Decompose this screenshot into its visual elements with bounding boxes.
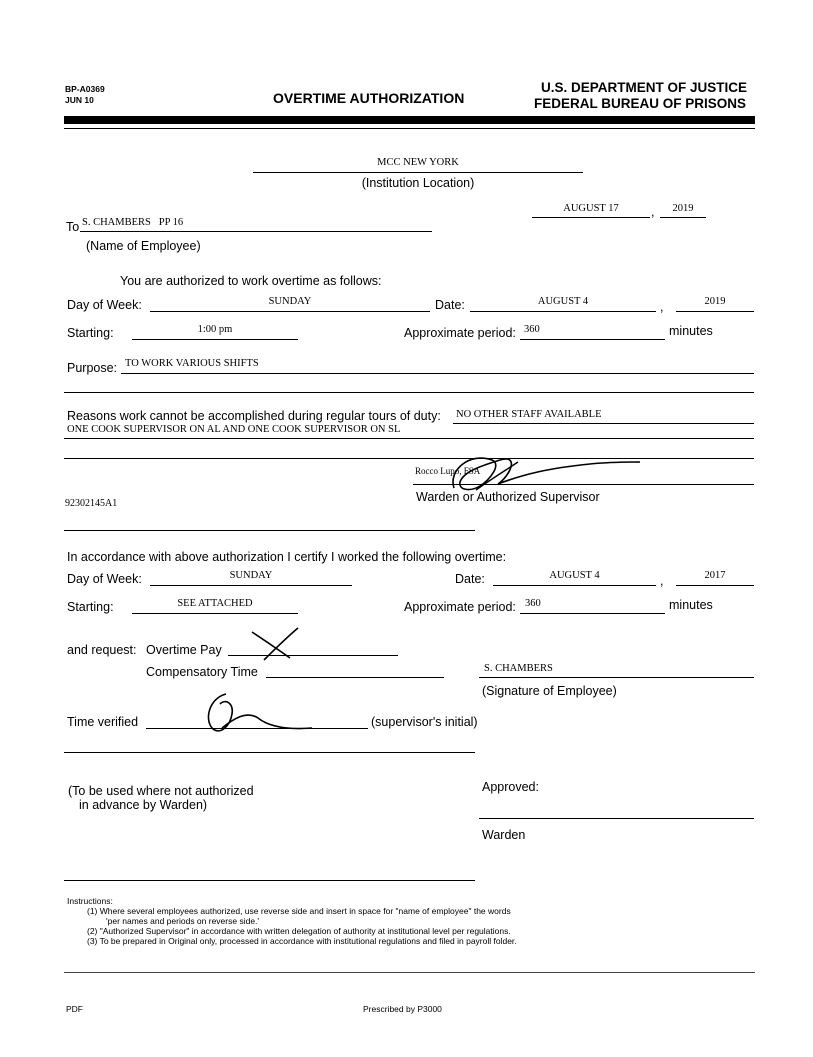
cert-starting-line <box>132 613 298 614</box>
footer-center: Prescribed by P3000 <box>363 1004 442 1014</box>
form-date: JUN 10 <box>65 95 94 105</box>
cert-day-line <box>150 585 352 586</box>
reg-number: 92302145A1 <box>65 498 118 509</box>
form-title: OVERTIME AUTHORIZATION <box>273 90 465 106</box>
footer-left: PDF <box>66 1004 83 1014</box>
date-comma: , <box>651 205 655 219</box>
purpose-value: TO WORK VARIOUS SHIFTS <box>125 358 259 369</box>
instruction-3: (3) To be prepared in Original only, processed in accordance with institutional regulations and filed in payroll folder. <box>87 936 517 946</box>
instruction-1-line-2: 'per names and periods on reverse side.' <box>106 916 260 926</box>
time-verified-line-2 <box>64 752 475 753</box>
approval-note-line-1: (To be used where not authorized <box>68 784 254 798</box>
employee-name-label: (Name of Employee) <box>86 239 201 253</box>
cert-period-line <box>520 613 665 614</box>
certification-intro: In accordance with above authorization I certify I worked the following overtime: <box>67 550 507 564</box>
cert-starting-label: Starting: <box>67 600 114 614</box>
supervisor-initial-label: (supervisor's initial) <box>371 715 478 729</box>
approved-line <box>479 818 754 819</box>
date-comma: , <box>660 300 664 314</box>
employee-signature-line <box>479 677 754 678</box>
authorizer-printed-name: Rocco Lupo, FSA <box>415 466 481 476</box>
cert-year-line <box>676 585 754 586</box>
year-value: 2019 <box>704 296 726 307</box>
reasons-label: Reasons work cannot be accomplished during regular tours of duty: <box>67 409 441 423</box>
cert-year-value: 2017 <box>704 570 726 581</box>
comp-time-line <box>266 677 444 678</box>
instructions-heading: Instructions: <box>67 896 113 906</box>
authorizer-label: Warden or Authorized Supervisor <box>416 490 600 504</box>
cert-period-value: 360 <box>525 598 541 609</box>
reg-number-line <box>64 530 475 531</box>
day-of-week-value: SUNDAY <box>268 296 312 307</box>
bureau-name: FEDERAL BUREAU OF PRISONS <box>534 96 747 111</box>
purpose-line-2 <box>64 392 754 393</box>
request-label: and request: <box>67 643 137 657</box>
starting-value: 1:00 pm <box>197 324 233 335</box>
purpose-label: Purpose: <box>67 361 118 375</box>
institution-label: (Institution Location) <box>361 176 475 190</box>
department-name: U.S. DEPARTMENT OF JUSTICE <box>541 80 748 95</box>
year-line <box>676 311 754 312</box>
institution-line <box>253 172 583 173</box>
institution-value: MCC NEW YORK <box>377 157 459 168</box>
reasons-value-1: NO OTHER STAFF AVAILABLE <box>456 409 602 420</box>
issue-date-line <box>532 217 650 218</box>
overtime-pay-check-mark <box>246 626 306 662</box>
approval-note-line-2: in advance by Warden) <box>79 798 208 812</box>
approved-label: Approved: <box>482 780 539 794</box>
reasons-line-2 <box>64 438 754 439</box>
authorizer-signature-line <box>413 484 754 485</box>
date-label: Date: <box>435 298 465 312</box>
cert-day-label: Day of Week: <box>67 572 142 586</box>
date-value: AUGUST 4 <box>537 296 589 307</box>
header-rule-thick <box>64 116 755 124</box>
employee-signature-label: (Signature of Employee) <box>482 684 617 698</box>
issue-year-value: 2019 <box>672 203 694 214</box>
form-number: BP-A0369 <box>65 84 105 94</box>
cert-date-comma: , <box>660 574 664 588</box>
starting-label: Starting: <box>67 326 114 340</box>
employee-signature-value: S. CHAMBERS <box>484 663 553 674</box>
period-label: Approximate period: <box>404 326 516 340</box>
cert-minutes-label: minutes <box>669 598 713 612</box>
instruction-2: (2) "Authorized Supervisor" in accordance with written delegation of authority at institutional level per regulations. <box>87 926 511 936</box>
time-verified-label: Time verified <box>67 715 139 729</box>
approval-line-2 <box>64 880 475 881</box>
cert-date-label: Date: <box>455 572 485 586</box>
reasons-line-1 <box>453 423 754 424</box>
minutes-label: minutes <box>669 324 713 338</box>
period-value: 360 <box>524 324 540 335</box>
issue-date-value: AUGUST 17 <box>563 203 619 214</box>
header-rule-thin <box>64 128 755 129</box>
employee-name-value: S. CHAMBERS PP 16 <box>82 217 184 228</box>
day-of-week-line <box>150 311 430 312</box>
day-of-week-label: Day of Week: <box>67 298 142 312</box>
starting-line <box>132 339 298 340</box>
issue-year-line <box>660 217 706 218</box>
employee-name-line <box>80 231 432 232</box>
supervisor-initial-signature <box>196 688 316 738</box>
cert-starting-value: SEE ATTACHED <box>177 598 253 609</box>
date-line <box>470 311 656 312</box>
authorization-intro: You are authorized to work overtime as follows: <box>120 274 382 288</box>
instructions-rule <box>64 972 755 973</box>
cert-period-label: Approximate period: <box>404 600 516 614</box>
cert-date-line <box>493 585 656 586</box>
reasons-value-2: ONE COOK SUPERVISOR ON AL AND ONE COOK SUPERVISOR ON SL <box>67 424 401 435</box>
purpose-line <box>121 373 754 374</box>
overtime-pay-label: Overtime Pay <box>146 643 222 657</box>
period-line <box>520 339 665 340</box>
cert-date-value: AUGUST 4 <box>549 570 600 581</box>
comp-time-label: Compensatory Time <box>146 665 258 679</box>
to-label: To <box>66 220 80 234</box>
instruction-1-line-1: (1) Where several employees authorized, use reverse side and insert in space for "name of employee" the words <box>87 906 511 916</box>
cert-day-value: SUNDAY <box>229 570 273 581</box>
warden-label: Warden <box>482 828 526 842</box>
